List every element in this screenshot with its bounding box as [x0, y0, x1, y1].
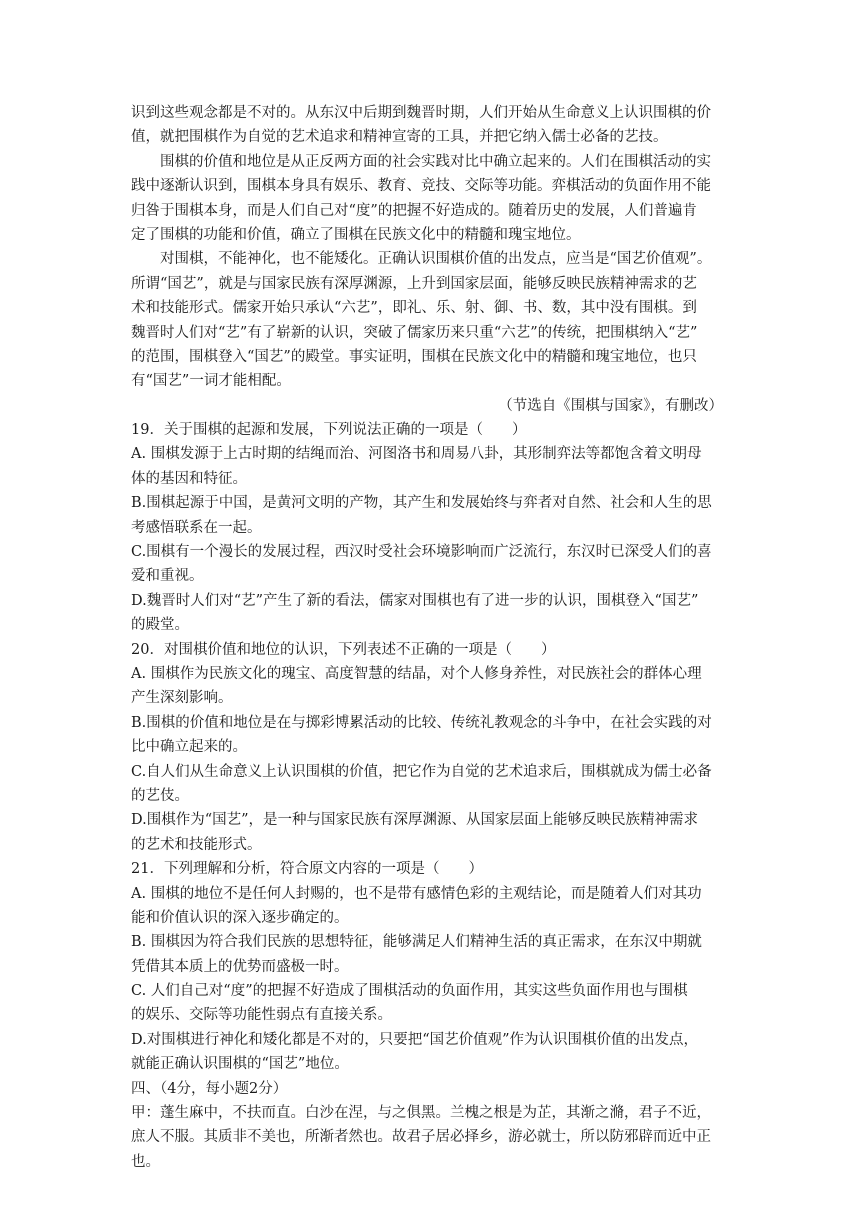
passage-line: 术和技能形式。儒家开始只承认“六艺”，即礼、乐、射、御、书、数，其中没有围棋。到 — [131, 300, 697, 317]
questions — [131, 418, 733, 1077]
question-21-option-c: C. 人们自己对“度”的把握不好造成了围棋活动的负面作用，其实这些负面作用也与围棋 — [131, 983, 688, 1000]
question-21-option-b: 凭借其本质上的优势而盛极一时。 — [131, 958, 349, 975]
question-19-option-b: B.围棋起源于中国，是黄河文明的产物，其产生和发展始终与弈者对自然、社会和人生的思 — [131, 495, 712, 512]
passage-line: 的范围，围棋登入“国艺”的殿堂。事实证明，围棋在民族文化中的精髓和瑰宝地位，也只 — [131, 348, 697, 365]
passage-line: 对围棋，不能神化，也不能矮化。正确认识围棋价值的出发点，应当是“国艺价值观”。 — [131, 251, 712, 268]
question-21-option-a: 能和价值认识的深入逐步确定的。 — [131, 909, 349, 926]
question-21-option-c: 的娱乐、交际等功能性弱点有直接关系。 — [131, 1007, 392, 1024]
question-20-option-b: 比中确立起来的。 — [131, 739, 247, 756]
passage-source: （节选自《围棋与国家》，有删改） — [498, 397, 723, 414]
question-20-option-c: 的艺伎。 — [131, 787, 189, 804]
section-4-text-jia: 也。 — [131, 1153, 160, 1170]
question-19-option-c: 爱和重视。 — [131, 568, 204, 585]
passage-line: 围棋的价值和地位是从正反两方面的社会实践对比中确立起来的。人们在围棋活动的实 — [131, 153, 711, 170]
passage-line: 有“国艺”一词才能相配。 — [131, 373, 291, 390]
passage-line: 识到这些观念都是不对的。从东汉中后期到魏晋时期，人们开始从生命意义上认识围棋的价 — [131, 105, 711, 121]
question-19-option-d: 的殿堂。 — [131, 617, 189, 634]
question-19-option-d: D.魏晋时人们对“艺”产生了新的看法，儒家对围棋也有了进一步的认识，围棋登入“国艺” — [131, 592, 699, 609]
passage-line: 归咎于围棋本身，而是人们自己对“度”的把握不好造成的。随着历史的发展，人们普遍肯 — [131, 202, 697, 219]
section-4 — [131, 1077, 733, 1175]
question-20-option-c: C.自人们从生命意义上认识围棋的价值，把它作为自觉的艺术追求后，围棋就成为儒士必备 — [131, 763, 712, 780]
question-20-option-a: 产生深刻影响。 — [131, 690, 233, 707]
question-19-option-a: A. 围棋发源于上古时期的结绳而治、河图洛书和周易八卦，其形制弈法等都饱含着文明母 — [131, 446, 702, 463]
question-19-option-a: 体的基因和特征。 — [131, 470, 247, 487]
question-19-option-c: C.围棋有一个漫长的发展过程，西汉时受社会环境影响而广泛流行，东汉时已深受人们的喜 — [131, 544, 712, 561]
question-21-option-a: A. 围棋的地位不是任何人封赐的，也不是带有感情色彩的主观结论，而是随着人们对其功 — [131, 885, 702, 902]
question-20-option-b: B.围棋的价值和地位是在与掷彩博累活动的比较、传统礼教观念的斗争中，在社会实践的对 — [131, 714, 712, 731]
question-21-option-d: 就能正确认识围棋的“国艺”地位。 — [131, 1056, 349, 1073]
question-19-stem: 19．关于围棋的起源和发展，下列说法正确的一项是（ ） — [131, 422, 527, 439]
question-20-option-d: D.围棋作为“国艺”，是一种与国家民族有深厚渊源、从国家层面上能够反映民族精神需求 — [131, 812, 699, 829]
question-21-stem: 21．下列理解和分析，符合原文内容的一项是（ ） — [131, 861, 483, 878]
section-4-heading: 四、（4分，每小题2分） — [131, 1080, 288, 1097]
question-21-option-b: B. 围棋因为符合我们民族的思想特征，能够满足人们精神生活的真正需求，在东汉中期就 — [131, 934, 702, 951]
question-20-option-a: A. 围棋作为民族文化的瑰宝、高度智慧的结晶，对个人修身养性，对民族社会的群体心理 — [131, 665, 702, 682]
passage-line: 魏晋时人们对“艺”有了崭新的认识，突破了儒家历来只重“六艺”的传统，把围棋纳入“艺” — [131, 324, 698, 341]
question-19-option-b: 考感悟联系在一起。 — [131, 519, 262, 536]
passage-line: 践中逐渐认识到，围棋本身具有娱乐、教育、竞技、交际等功能。弈棋活动的负面作用不能 — [131, 178, 711, 195]
section-4-text-jia: 庶人不服。其质非不美也，所渐者然也。故君子居必择乡，游必就士，所以防邪辟而近中正 — [131, 1129, 711, 1146]
passage-line: 值，就把围棋作为自觉的艺术追求和精神宣寄的工具，并把它纳入儒士必备的艺技。 — [131, 129, 668, 146]
document-page — [131, 101, 733, 1174]
passage-line: 定了围棋的功能和价值，确立了围棋在民族文化中的精髓和瑰宝地位。 — [131, 226, 581, 243]
question-21-option-d: D.对围棋进行神化和矮化都是不对的，只要把“国艺价值观”作为认识围棋价值的出发点， — [131, 1031, 699, 1048]
section-4-text-jia: 甲：蓬生麻中，不扶而直。白沙在涅，与之俱黑。兰槐之根是为芷，其渐之滫，君子不近， — [131, 1105, 711, 1122]
question-20-stem: 20．对围棋价值和地位的认识，下列表述不正确的一项是（ ） — [131, 641, 556, 658]
passage-line: 所谓“国艺”，就是与国家民族有深厚渊源，上升到国家层面，能够反映民族精神需求的艺 — [131, 275, 697, 292]
question-20-option-d: 的艺术和技能形式。 — [131, 836, 262, 853]
passage — [131, 101, 733, 418]
